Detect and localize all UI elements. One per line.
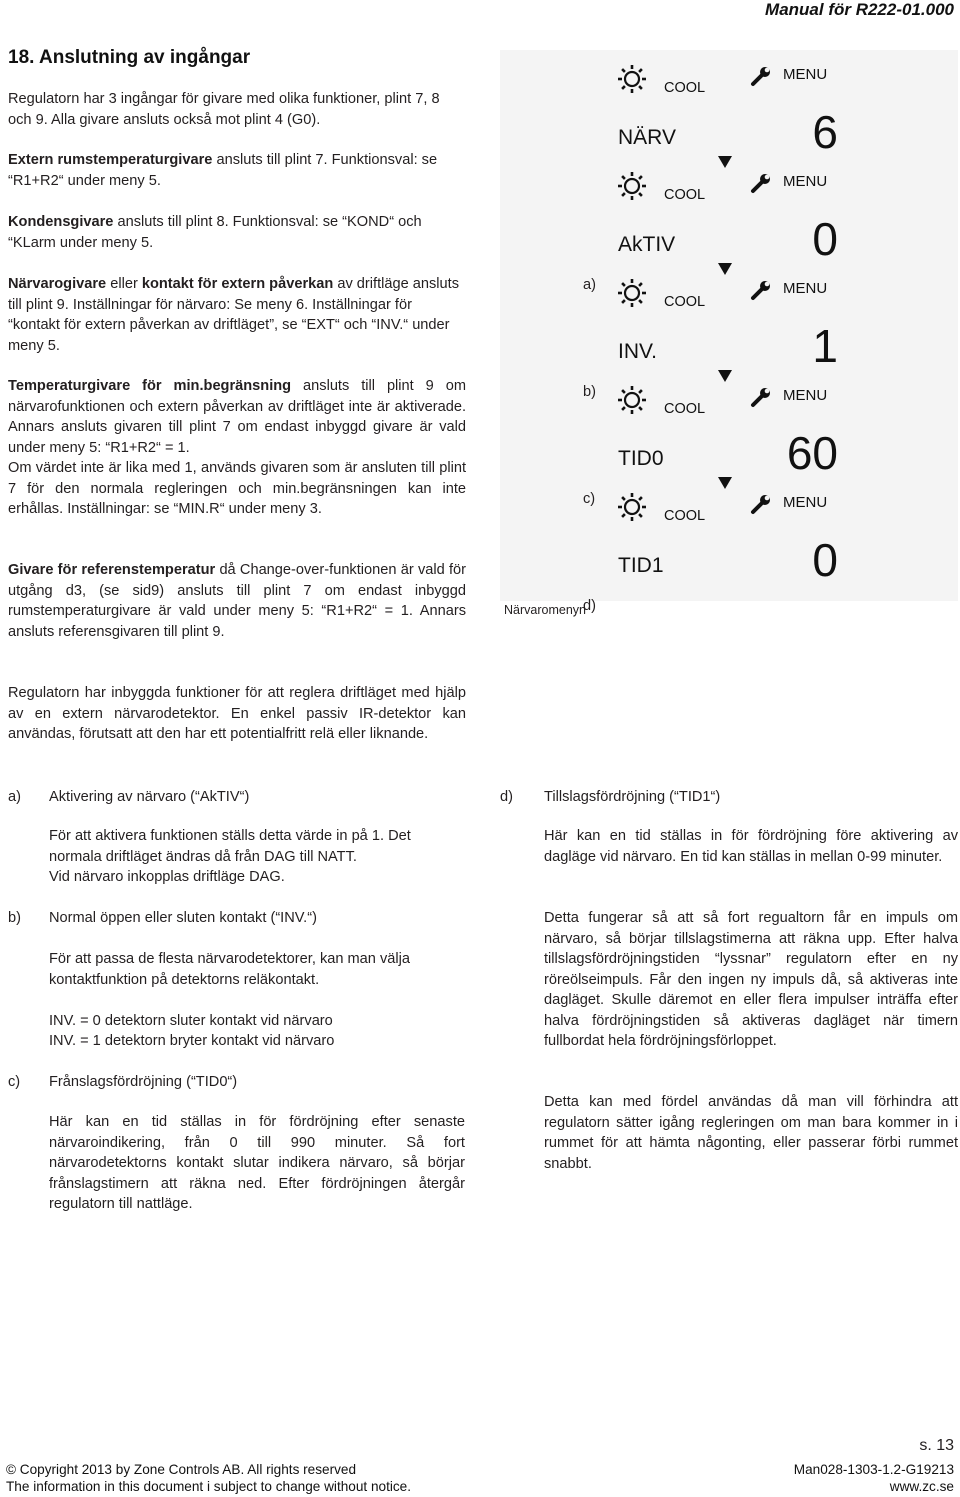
min-limit-sensor-label: Temperaturgivare för min.begränsning xyxy=(8,378,292,394)
sun-icon xyxy=(617,278,647,313)
lcd-parameter-name: INV. xyxy=(618,340,657,363)
item-c-label: c) xyxy=(8,1074,21,1090)
item-b-inv1: INV. = 1 detektorn bryter kontakt vid närvaro xyxy=(49,1033,335,1049)
paragraph-presence-sensor xyxy=(8,274,466,356)
row-letter: c) xyxy=(583,491,596,507)
presence-sensor-label: Närvarogivare xyxy=(8,276,107,292)
room-sensor-text: ansluts till plint 7. Funktionsval: se “R1+R2“ under meny 5. xyxy=(8,152,438,189)
item-b-inv0: INV. = 0 detektorn sluter kontakt vid närvaro xyxy=(49,1013,333,1029)
sun-icon xyxy=(617,492,647,527)
menu-label: MENU xyxy=(783,173,828,190)
menu-label: MENU xyxy=(783,494,828,511)
item-d-text: Här kan en tid ställas in för fördröjning före aktivering av dagläge vid närvaro. En tid kan ställas in mellan 0-99 minuter. xyxy=(544,828,958,865)
footer-copyright: © Copyright 2013 by Zone Controls AB. All rights reserved xyxy=(6,1462,357,1477)
sun-icon xyxy=(617,171,647,206)
item-c-title: Frånslagsfördröjning (“TID0“) xyxy=(49,1074,238,1090)
wrench-icon xyxy=(750,386,772,413)
item-d-text-3: Detta kan med fördel användas då man vill förhindra att regulatorn sätter igång regleringen om man bara kommer in i rummet för att hämta någonting, eller passerar förbi rummet snabbt. xyxy=(544,1094,958,1172)
lcd-parameter-name: NÄRV xyxy=(618,126,676,149)
item-b-text: För att passa de flesta närvarodetektorer, kan man välja kontaktfunktion på detektorns reläkontakt. xyxy=(49,951,410,988)
paragraph-reference-sensor xyxy=(8,560,466,642)
lcd-parameter-name: TID1 xyxy=(618,554,664,577)
cool-label: COOL xyxy=(664,187,706,203)
down-arrow-icon xyxy=(718,263,732,275)
menu-label: MENU xyxy=(783,387,828,404)
room-sensor-label: Extern rumstemperaturgivare xyxy=(8,152,213,168)
item-b-title: Normal öppen eller sluten kontakt (“INV.“) xyxy=(49,910,317,926)
presence-menu-panel xyxy=(500,50,958,601)
item-a-text: För att aktivera funktionen ställs detta värde in på 1. Det normala driftläget ändras då från DAG till NATT. xyxy=(49,828,411,865)
row-letter: d) xyxy=(583,598,596,614)
lcd-parameter-value: 0 xyxy=(812,213,838,265)
item-d-text-2: Detta fungerar så att så fort regualtorn får en impuls om närvaro, så börjar tillslagstimerna att räkna upp. Efter halva tillslagsfördröjningstiden “lyssnar” regulatorn efter en ny röreölseimpuls. Får den ingen ny impuls då, så aktiveras inte dagläget. Skulle däremot en eller flera impulser inträffa efter halva fördröjningstiden så aktiveras dagläget när timern fullbordat hela fördröjningsförloppet. xyxy=(544,910,958,1049)
lcd-parameter-name: AkTIV xyxy=(618,233,676,256)
menu-label: MENU xyxy=(783,66,828,83)
down-arrow-icon xyxy=(718,156,732,168)
item-b-label: b) xyxy=(8,910,21,926)
cool-label: COOL xyxy=(664,401,706,417)
item-c-text: Här kan en tid ställas in för fördröjning efter senaste närvaroindikering, från 0 till 990 minuter. Så fort närvarodetektorns kontakt slutar indikera närvaro, så börjar frånslagstimern att räkna ned. Efter fördröjningen återgår regulatorn till nattläge. xyxy=(49,1114,465,1212)
wrench-icon xyxy=(750,172,772,199)
paragraph-inputs: Regulatorn har 3 ingångar för givare med olika funktioner, plint 7, 8 och 9. Alla givare ansluts också mot plint 4 (G0). xyxy=(8,91,440,128)
row-letter: b) xyxy=(583,384,596,400)
cool-label: COOL xyxy=(664,80,706,96)
down-arrow-icon xyxy=(718,477,732,489)
condensation-sensor-label: Kondensgivare xyxy=(8,214,114,230)
paragraph-room-sensor xyxy=(8,150,466,191)
cool-label: COOL xyxy=(664,294,706,310)
footer-notice: The information in this document i subject to change without notice. xyxy=(6,1479,412,1494)
item-d-title: Tillslagsfördröjning (“TID1“) xyxy=(544,789,721,805)
reference-sensor-text: då Change-over-funktionen är vald för utgång d3, (se sid9) ansluts till plint 7 om endast inbyggd rumstemperaturgivare är vald under meny 5: “R1+R2“ = 1. Annars ansluts referensgivaren till plint 9. xyxy=(8,562,466,640)
menu-label: MENU xyxy=(783,280,828,297)
wrench-icon xyxy=(750,493,772,520)
paragraph-min-limit-note: Om värdet inte är lika med 1, används givaren som är ansluten till plint 7 för den normala regleringen och min.begränsningen kan inte erhållas. Inställningar: se “MIN.R“ under meny 3. xyxy=(8,460,466,517)
item-d-label: d) xyxy=(500,789,513,805)
sun-icon xyxy=(617,64,647,99)
lcd-parameter-value: 0 xyxy=(812,534,838,586)
lcd-parameter-name: TID0 xyxy=(618,447,664,470)
presence-sensor-mid: eller xyxy=(106,276,142,292)
paragraph-min-limit-sensor xyxy=(8,376,466,458)
lcd-parameter-value: 1 xyxy=(812,320,838,372)
down-arrow-icon xyxy=(718,370,732,382)
external-contact-label: kontakt för extern påverkan xyxy=(141,276,334,292)
lcd-parameter-value: 60 xyxy=(786,427,838,479)
sun-icon xyxy=(617,385,647,420)
page-number: s. 13 xyxy=(919,1437,954,1454)
min-limit-sensor-text: ansluts till plint 9 om närvarofunktionen och extern påverkan av driftläget inte är aktiverade. Annars ansluts givaren till plint 7 om endast inbyggd givare är vald under meny 5: “R1+R2“ = 1. xyxy=(8,378,466,456)
wrench-icon xyxy=(750,65,772,92)
section-title: 18. Anslutning av ingångar xyxy=(8,47,251,68)
item-a-text-2: Vid närvaro inkopplas driftläge DAG. xyxy=(49,869,285,885)
cool-label: COOL xyxy=(664,508,706,524)
footer-web: www.zc.se xyxy=(889,1479,954,1494)
presence-sensor-text: av driftläge ansluts till plint 9. Inställningar för närvaro: Se meny 6. Inställningar för “kontakt för extern påverkan av driftläget”, se “EXT“ och “INV.“ under meny 5. xyxy=(8,276,460,354)
row-letter: a) xyxy=(583,277,596,293)
item-a-title: Aktivering av närvaro (“AkTIV“) xyxy=(49,789,250,805)
lcd-parameter-value: 6 xyxy=(812,106,838,158)
presence-intro: Regulatorn har inbyggda funktioner för att reglera driftläget med hjälp av en extern närvarodetektor. En enkel passiv IR-detektor kan användas, förutsatt att den har ett potentialfritt relä eller liknande. xyxy=(8,685,466,742)
footer-docnum: Man028-1303-1.2-G19213 xyxy=(793,1462,954,1477)
wrench-icon xyxy=(750,279,772,306)
reference-sensor-label: Givare för referenstemperatur xyxy=(8,562,216,578)
manual-title: Manual för R222-01.000 xyxy=(765,0,954,19)
paragraph-condensation-sensor xyxy=(8,212,466,253)
panel-caption: Närvaromenyn xyxy=(504,603,586,617)
item-a-label: a) xyxy=(8,789,21,805)
condensation-sensor-text: ansluts till plint 8. Funktionsval: se “KOND“ och “KLarm under meny 5. xyxy=(8,214,422,251)
